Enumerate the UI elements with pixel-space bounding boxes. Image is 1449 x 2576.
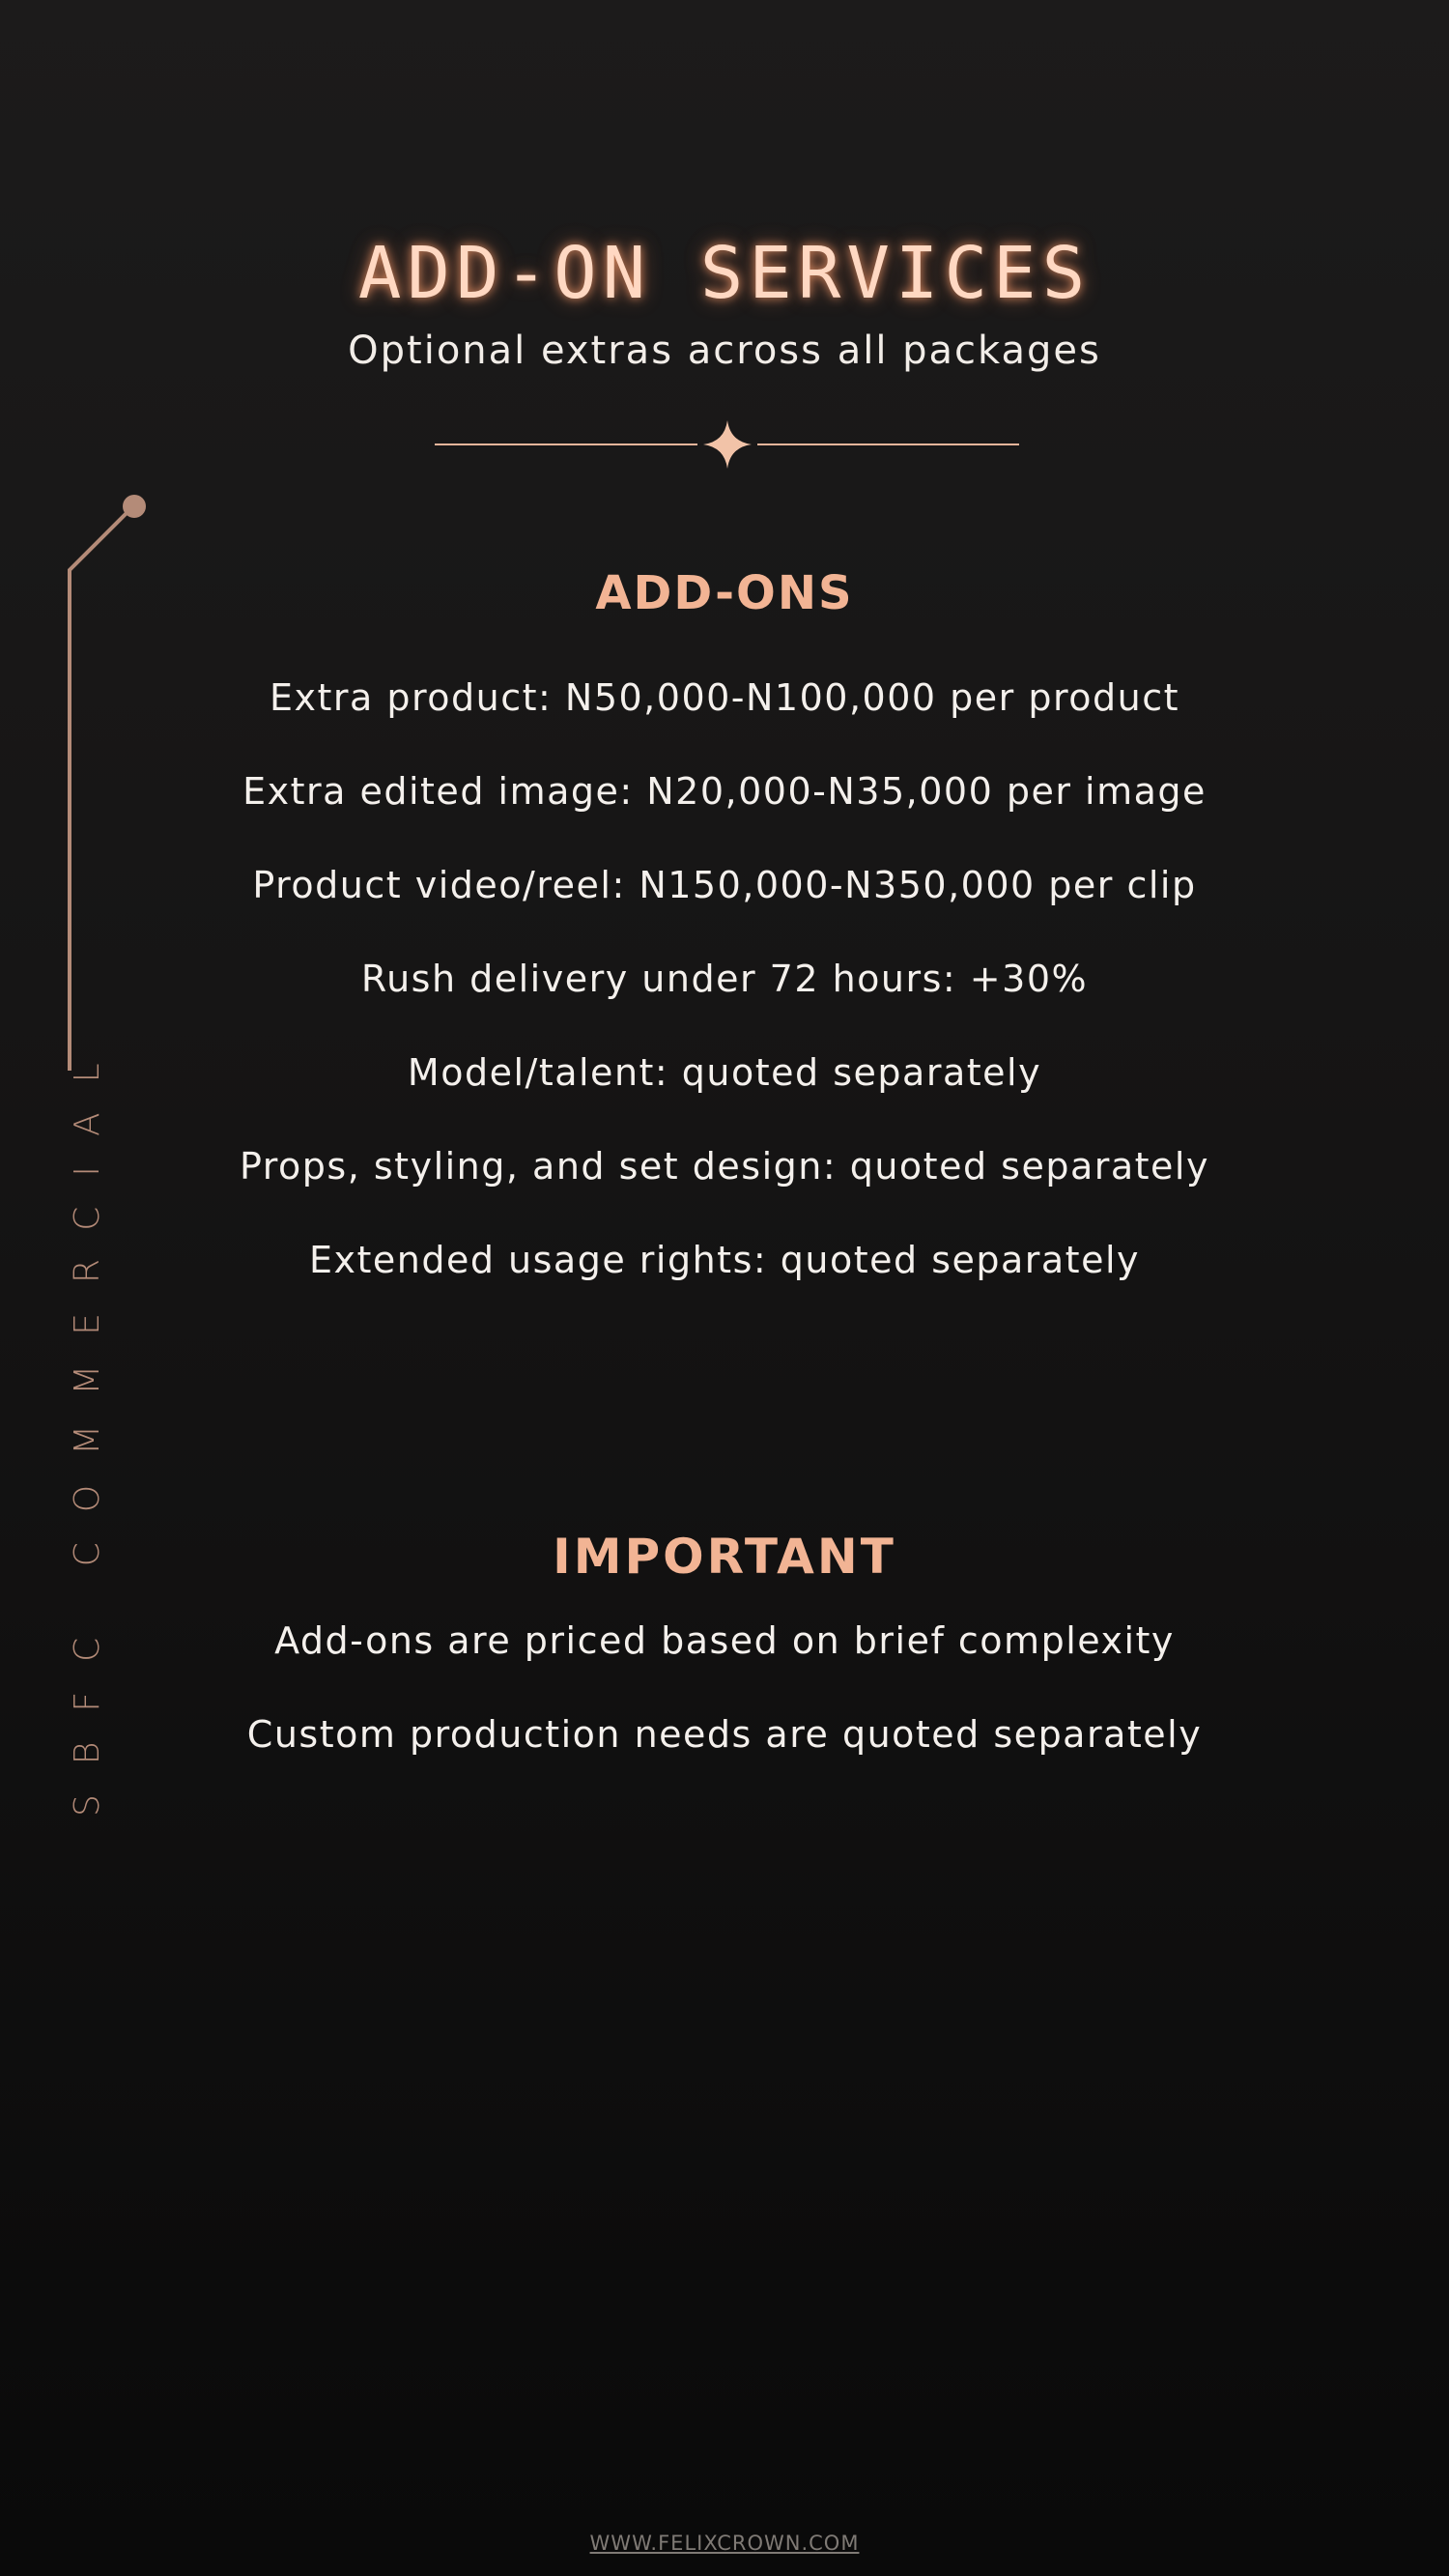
side-label: SBFC COMMERCIAL <box>68 1033 107 1817</box>
addon-item: Extended usage rights: quoted separately <box>308 1239 1141 1281</box>
sparkle-star-icon <box>703 420 752 469</box>
addon-item: Rush delivery under 72 hours: +30% <box>360 958 1089 1000</box>
addon-item: Extra product: N50,000-N100,000 per product <box>269 676 1180 719</box>
addons-heading: ADD-ONS <box>595 566 854 620</box>
important-item: Add-ons are priced based on brief complexity <box>274 1619 1175 1662</box>
addon-item: Extra edited image: N20,000-N35,000 per image <box>242 770 1207 813</box>
addon-item: Props, styling, and set design: quoted separately <box>240 1145 1209 1188</box>
ornamental-divider <box>435 415 1019 473</box>
website-link[interactable]: WWW.FELIXCROWN.COM <box>589 2532 860 2555</box>
page-title: ADD-ON SERVICES <box>357 232 1092 315</box>
important-item: Custom production needs are quoted separately <box>246 1713 1203 1756</box>
addon-item: Model/talent: quoted separately <box>407 1051 1042 1094</box>
side-line-dot <box>123 495 146 518</box>
addon-item: Product video/reel: N150,000-N350,000 per clip <box>252 864 1197 906</box>
important-heading: IMPORTANT <box>553 1529 896 1585</box>
important-list <box>0 1594 1449 1782</box>
page-subtitle: Optional extras across all packages <box>348 329 1101 373</box>
addons-list <box>0 651 1449 1307</box>
